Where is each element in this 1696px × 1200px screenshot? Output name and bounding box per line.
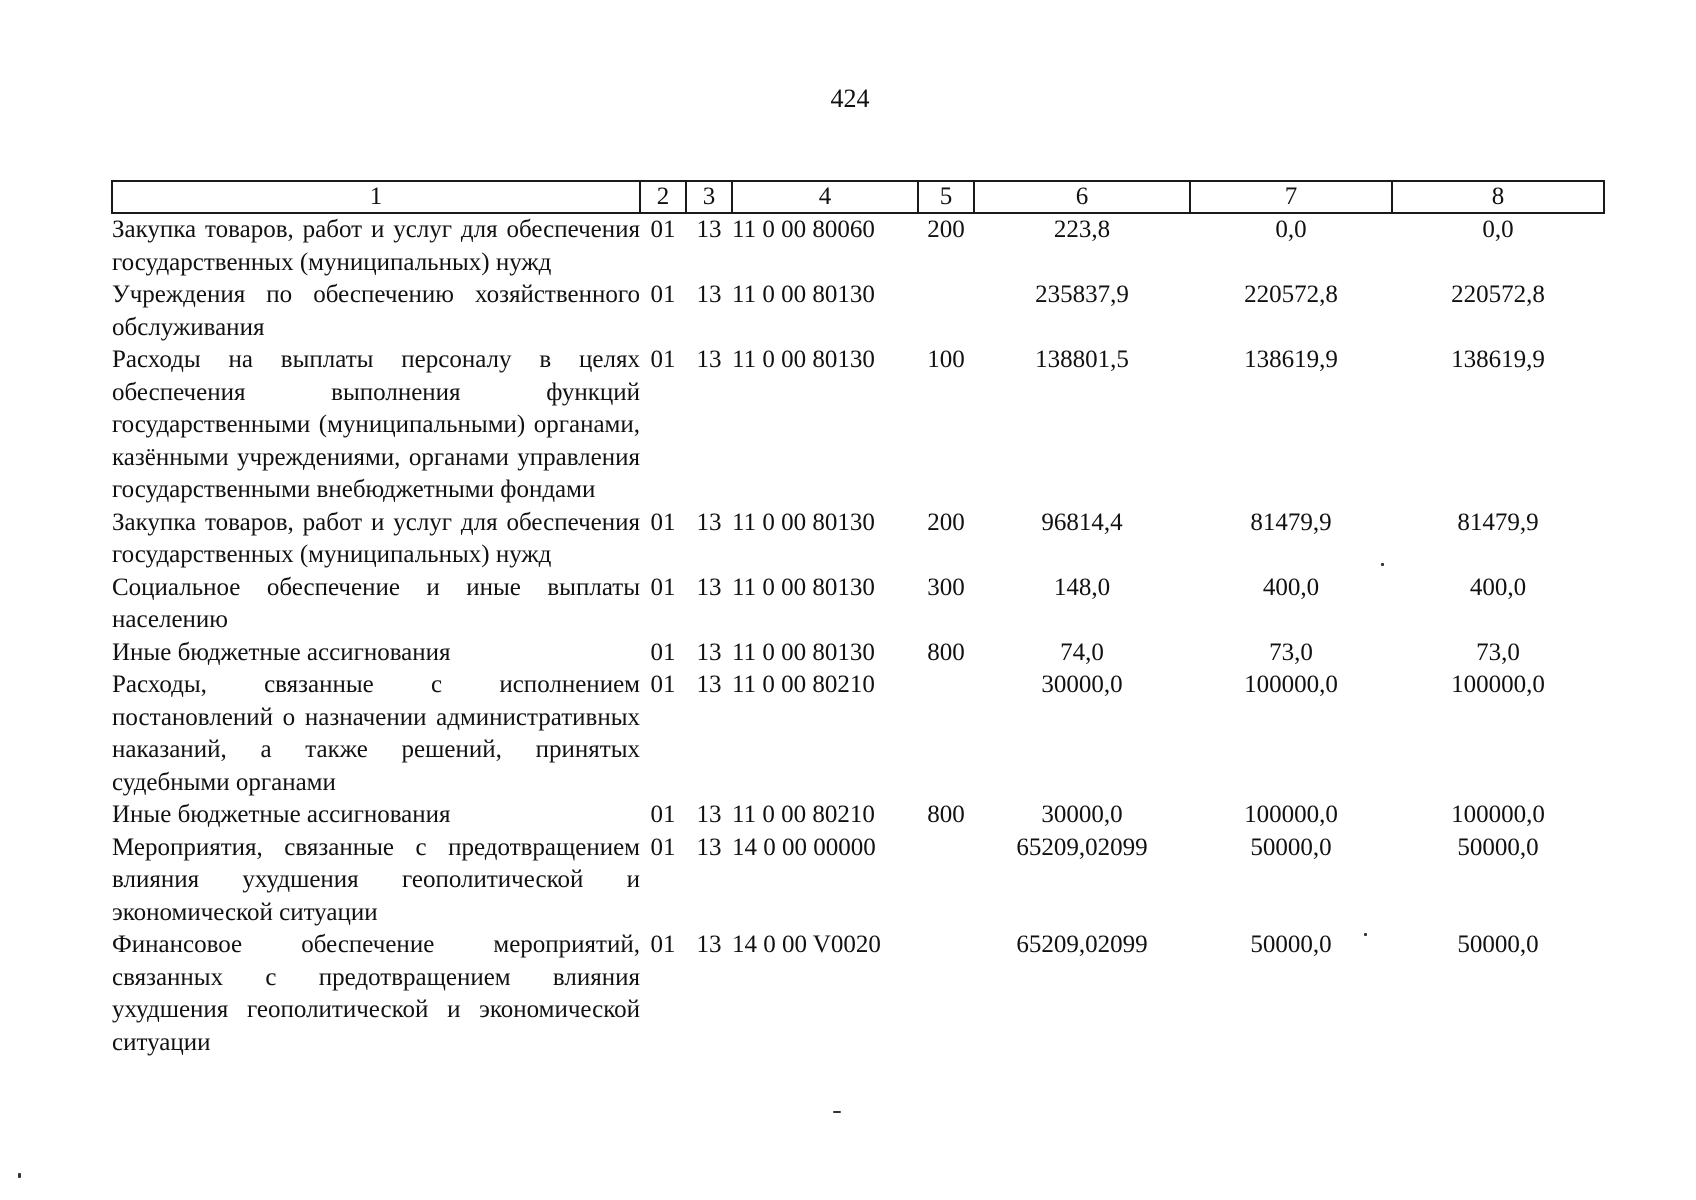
subsection-code: 13 <box>696 638 722 666</box>
column-header-8: 8 <box>1392 181 1604 213</box>
expense-type-code: 800 <box>927 801 965 828</box>
amount-col-6: 138801,5 <box>1035 346 1129 373</box>
scan-speck <box>1364 933 1367 936</box>
amount-col-6: 235837,9 <box>1035 281 1129 308</box>
row-name: Учреждения по обеспечению хозяйственного обслуживания <box>112 281 640 341</box>
amount-col-6: 65209,02099 <box>1016 833 1148 861</box>
section-code: 01 <box>650 833 676 861</box>
amount-col-7: 81479,9 <box>1250 508 1332 536</box>
amount-col-6: 148,0 <box>1053 573 1111 601</box>
amount-col-6: 65209,02099 <box>1016 931 1148 958</box>
table-row <box>112 279 1604 344</box>
amount-col-8: 400,0 <box>1469 573 1527 601</box>
amount-col-8: 138619,9 <box>1451 346 1545 373</box>
amount-col-8: 73,0 <box>1476 638 1520 666</box>
column-header-1: 1 <box>112 181 640 213</box>
section-code: 01 <box>650 931 676 958</box>
target-article-code: 14 0 00 V0020 <box>732 931 881 958</box>
column-header-3: 3 <box>686 181 732 213</box>
section-code: 01 <box>650 508 676 536</box>
expense-type-code <box>918 669 974 799</box>
subsection-code: 13 <box>696 508 722 536</box>
row-name: Закупка товаров, работ и услуг для обеспечения государственных (муниципальных) нужд <box>112 508 640 568</box>
amount-col-7: 73,0 <box>1269 638 1313 666</box>
table-row <box>112 572 1604 637</box>
amount-col-8: 0,0 <box>1482 216 1514 243</box>
amount-col-8: 100000,0 <box>1451 801 1545 828</box>
budget-table <box>111 180 1605 1059</box>
scan-speck <box>18 1173 21 1178</box>
amount-col-8: 50000,0 <box>1457 931 1539 958</box>
row-name: Расходы на выплаты персоналу в целях обеспечения выполнения функций государственными (муниципальными) органами, казёнными учреждениями, органами управления государственными внебюджетными фондами <box>112 346 640 503</box>
table-row <box>112 507 1604 572</box>
amount-col-6: 96814,4 <box>1041 508 1123 536</box>
table-row <box>112 637 1604 670</box>
subsection-code: 13 <box>696 833 722 861</box>
expense-type-code: 200 <box>927 216 965 243</box>
section-code: 01 <box>650 573 676 601</box>
amount-col-7: 50000,0 <box>1250 931 1332 958</box>
scan-speck <box>1381 563 1384 566</box>
target-article-code: 11 0 00 80210 <box>732 671 875 698</box>
expense-type-code: 800 <box>927 638 965 666</box>
amount-col-6: 30000,0 <box>1041 801 1123 828</box>
subsection-code: 13 <box>696 216 722 243</box>
section-code: 01 <box>650 801 676 828</box>
amount-col-7: 0,0 <box>1275 216 1307 243</box>
section-code: 01 <box>650 671 676 698</box>
table-row <box>112 832 1604 930</box>
expense-type-code: 300 <box>927 573 965 601</box>
target-article-code: 11 0 00 80130 <box>732 573 875 601</box>
target-article-code: 11 0 00 80210 <box>732 801 875 828</box>
expense-type-code: 100 <box>927 346 965 373</box>
column-header-5: 5 <box>918 181 974 213</box>
expense-type-code: 200 <box>927 508 965 536</box>
row-name: Мероприятия, связанные с предотвращением влияния ухудшения геополитической и экономической ситуации <box>112 833 640 926</box>
column-header-2: 2 <box>640 181 686 213</box>
amount-col-6: 74,0 <box>1060 638 1104 666</box>
section-code: 01 <box>650 638 676 666</box>
table-row <box>112 344 1604 507</box>
subsection-code: 13 <box>696 671 722 698</box>
amount-col-6: 223,8 <box>1053 216 1111 243</box>
page-number: 424 <box>830 84 870 113</box>
amount-col-6: 30000,0 <box>1041 671 1123 698</box>
amount-col-8: 81479,9 <box>1457 508 1539 536</box>
row-name: Иные бюджетные ассигнования <box>112 801 451 828</box>
amount-col-7: 50000,0 <box>1250 833 1332 861</box>
expense-type-code <box>918 929 974 1059</box>
row-name: Социальное обеспечение и иные выплаты населению <box>112 573 640 633</box>
row-name: Финансовое обеспечение мероприятий, связанных с предотвращением влияния ухудшения геополитической и экономической ситуации <box>112 931 640 1056</box>
amount-col-7: 400,0 <box>1262 573 1320 601</box>
section-code: 01 <box>650 216 676 243</box>
row-name: Расходы, связанные с исполнением постановлений о назначении административных наказаний, а также решений, принятых судебными органами <box>112 671 640 796</box>
amount-col-7: 220572,8 <box>1244 281 1338 308</box>
amount-col-7: 100000,0 <box>1244 801 1338 828</box>
column-header-6: 6 <box>974 181 1190 213</box>
row-name: Закупка товаров, работ и услуг для обеспечения государственных (муниципальных) нужд <box>112 216 640 276</box>
subsection-code: 13 <box>696 931 722 958</box>
amount-col-7: 138619,9 <box>1244 346 1338 373</box>
header-row <box>112 181 1604 213</box>
target-article-code: 11 0 00 80130 <box>732 638 875 666</box>
subsection-code: 13 <box>696 573 722 601</box>
amount-col-8: 100000,0 <box>1451 671 1545 698</box>
amount-col-8: 220572,8 <box>1451 281 1545 308</box>
target-article-code: 11 0 00 80130 <box>732 508 875 536</box>
subsection-code: 13 <box>696 281 722 308</box>
table-row <box>112 669 1604 799</box>
row-name: Иные бюджетные ассигнования <box>112 638 451 666</box>
expense-type-code <box>918 832 974 930</box>
column-header-4: 4 <box>732 181 918 213</box>
target-article-code: 14 0 00 00000 <box>732 833 876 861</box>
section-code: 01 <box>650 346 676 373</box>
scan-speck <box>833 1111 841 1113</box>
amount-col-8: 50000,0 <box>1457 833 1539 861</box>
table-row <box>112 799 1604 832</box>
table-row <box>112 929 1604 1059</box>
column-header-7: 7 <box>1190 181 1392 213</box>
target-article-code: 11 0 00 80130 <box>732 281 875 308</box>
table-row <box>112 213 1604 279</box>
subsection-code: 13 <box>696 346 722 373</box>
section-code: 01 <box>650 281 676 308</box>
target-article-code: 11 0 00 80130 <box>732 346 875 373</box>
amount-col-7: 100000,0 <box>1244 671 1338 698</box>
subsection-code: 13 <box>696 801 722 828</box>
expense-type-code <box>918 279 974 344</box>
target-article-code: 11 0 00 80060 <box>732 216 875 243</box>
